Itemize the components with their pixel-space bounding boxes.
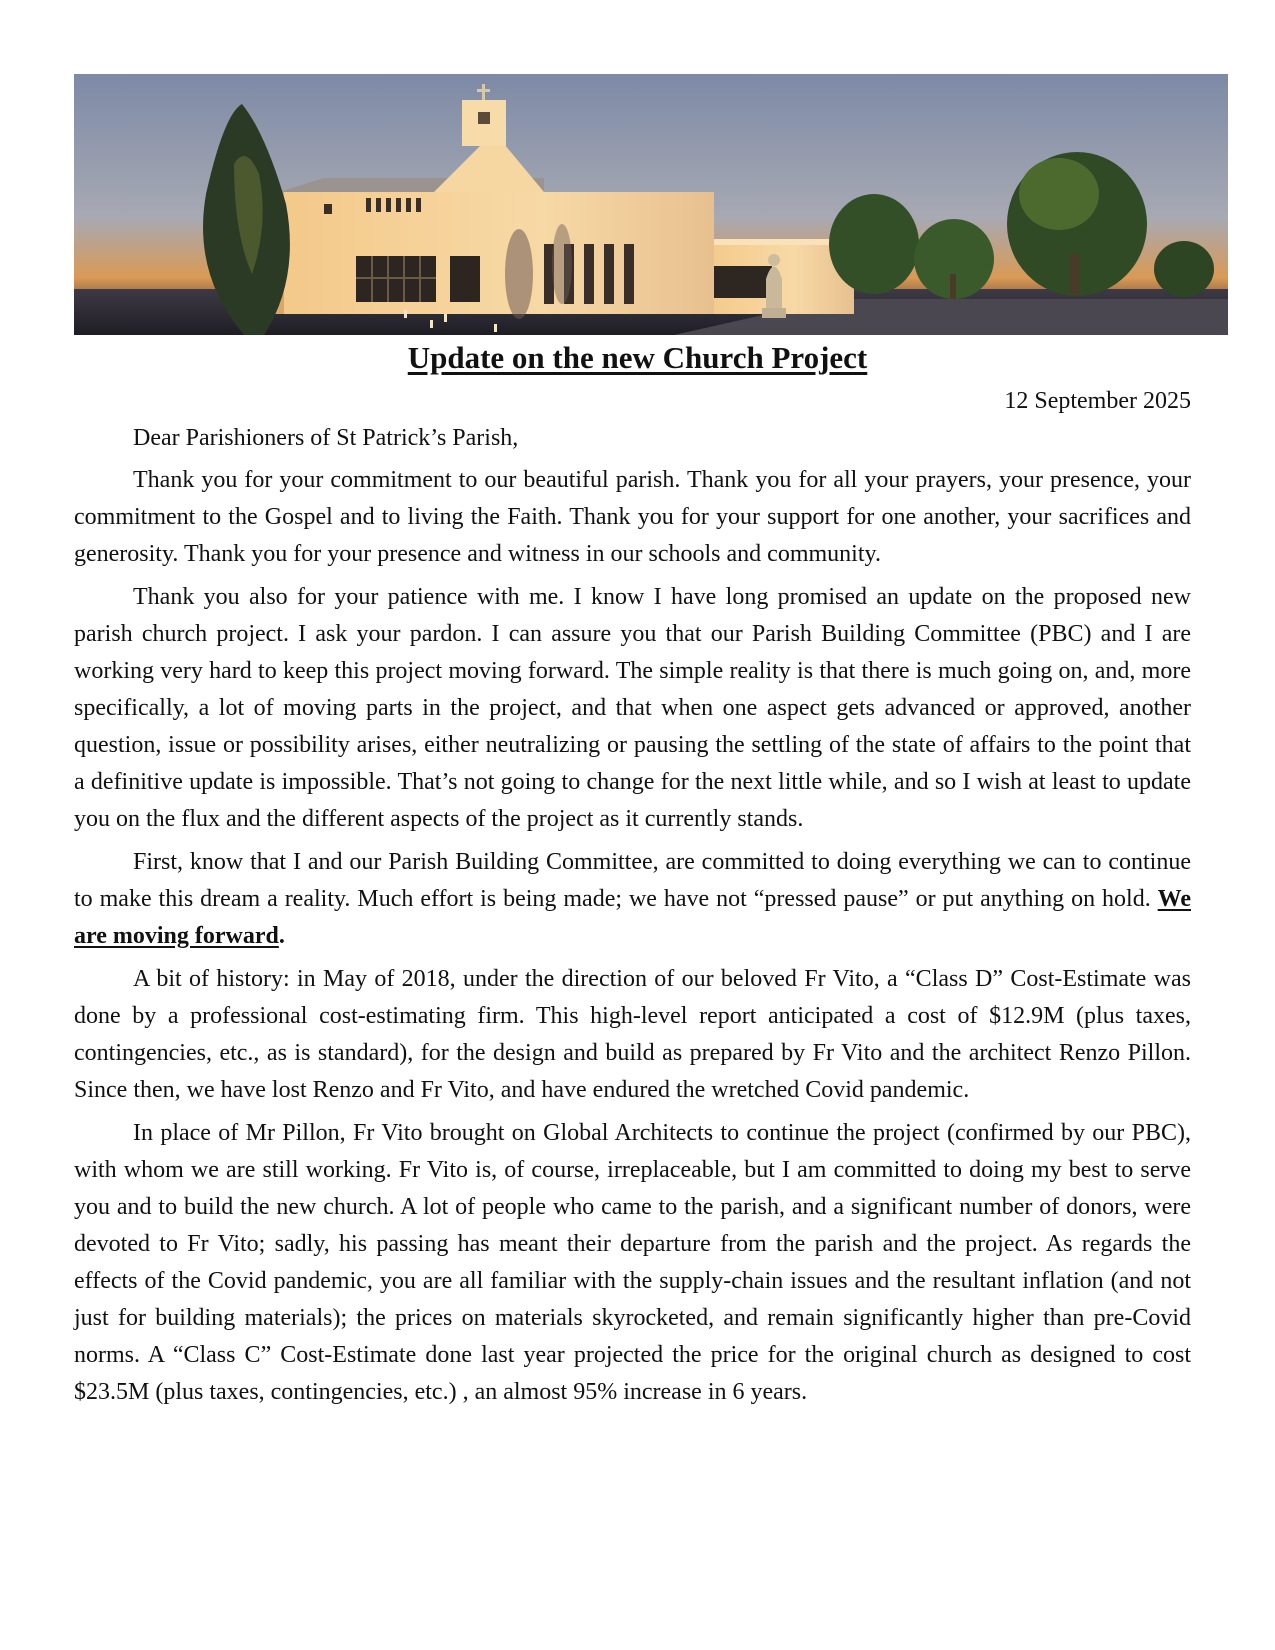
letter-body	[74, 420, 1191, 1417]
letter-date: 12 September 2025	[1004, 388, 1191, 414]
paragraph-architects: In place of Mr Pillon, Fr Vito brought on Global Architects to continue the project (confirmed by our PBC), with whom we are still working. Fr Vito is, of course, irreplaceable, but I am committed to doing my best to serve you and to build the new church. A lot of people who came to the parish, and a significant number of donors, were devoted to Fr Vito; sadly, his passing has meant their departure from the parish and the project. As regards the effects of the Covid pandemic, you are all familiar with the supply-chain issues and the resultant inflation (and not just for building materials); the prices on materials skyrocketed, and remain significantly higher than pre-Covid norms. A “Class C” Cost-Estimate done last year projected the price for the original church as designed to cost $23.5M (plus taxes, contingencies, etc.) , an almost 95% increase in 6 years.	[74, 1120, 1191, 1405]
moving-forward-emphasis: We are moving forward	[74, 886, 1191, 949]
paragraph-commitment	[74, 844, 1191, 955]
church-rendering-image	[74, 74, 1228, 335]
paragraph-history: A bit of history: in May of 2018, under the direction of our beloved Fr Vito, a “Class D” Cost-Estimate was done by a professional cost-estimating firm. This high-level report anticipated a cost of $12.9M (plus taxes, contingencies, etc., as is standard), for the design and build as prepared by Fr Vito and the architect Renzo Pillon. Since then, we have lost Renzo and Fr Vito, and have endured the wretched Covid pandemic.	[74, 966, 1191, 1103]
paragraph-thanks: Thank you for your commitment to our beautiful parish. Thank you for all your prayers, your presence, your commitment to the Gospel and to living the Faith. Thank you for your support for one another, your sacrifices and generosity. Thank you for your presence and witness in our schools and community.	[74, 467, 1191, 567]
commitment-period: .	[278, 923, 285, 949]
commitment-text: First, know that I and our Parish Building Committee, are committed to doing everything we can to continue to make this dream a reality. Much effort is being made; we have not “pressed pause” or put anything on hold.	[74, 849, 1191, 912]
church-rendering-banner	[74, 74, 1228, 335]
page-title: Update on the new Church Project	[407, 340, 868, 375]
letter-greeting: Dear Parishioners of St Patrick’s Parish,	[133, 425, 519, 451]
paragraph-patience: Thank you also for your patience with me. I know I have long promised an update on the proposed new parish church project. I ask your pardon. I can assure you that our Parish Building Committee (PBC) and I are working very hard to keep this project moving forward. The simple reality is that there is much going on, and, more specifically, a lot of moving parts in the project, and that when one aspect gets advanced or approved, another question, issue or possibility arises, either neutralizing or pausing the settling of the state of affairs to the point that a definitive update is impossible. That’s not going to change for the next little while, and so I wish at least to update you on the flux and the different aspects of the project as it currently stands.	[74, 584, 1191, 832]
